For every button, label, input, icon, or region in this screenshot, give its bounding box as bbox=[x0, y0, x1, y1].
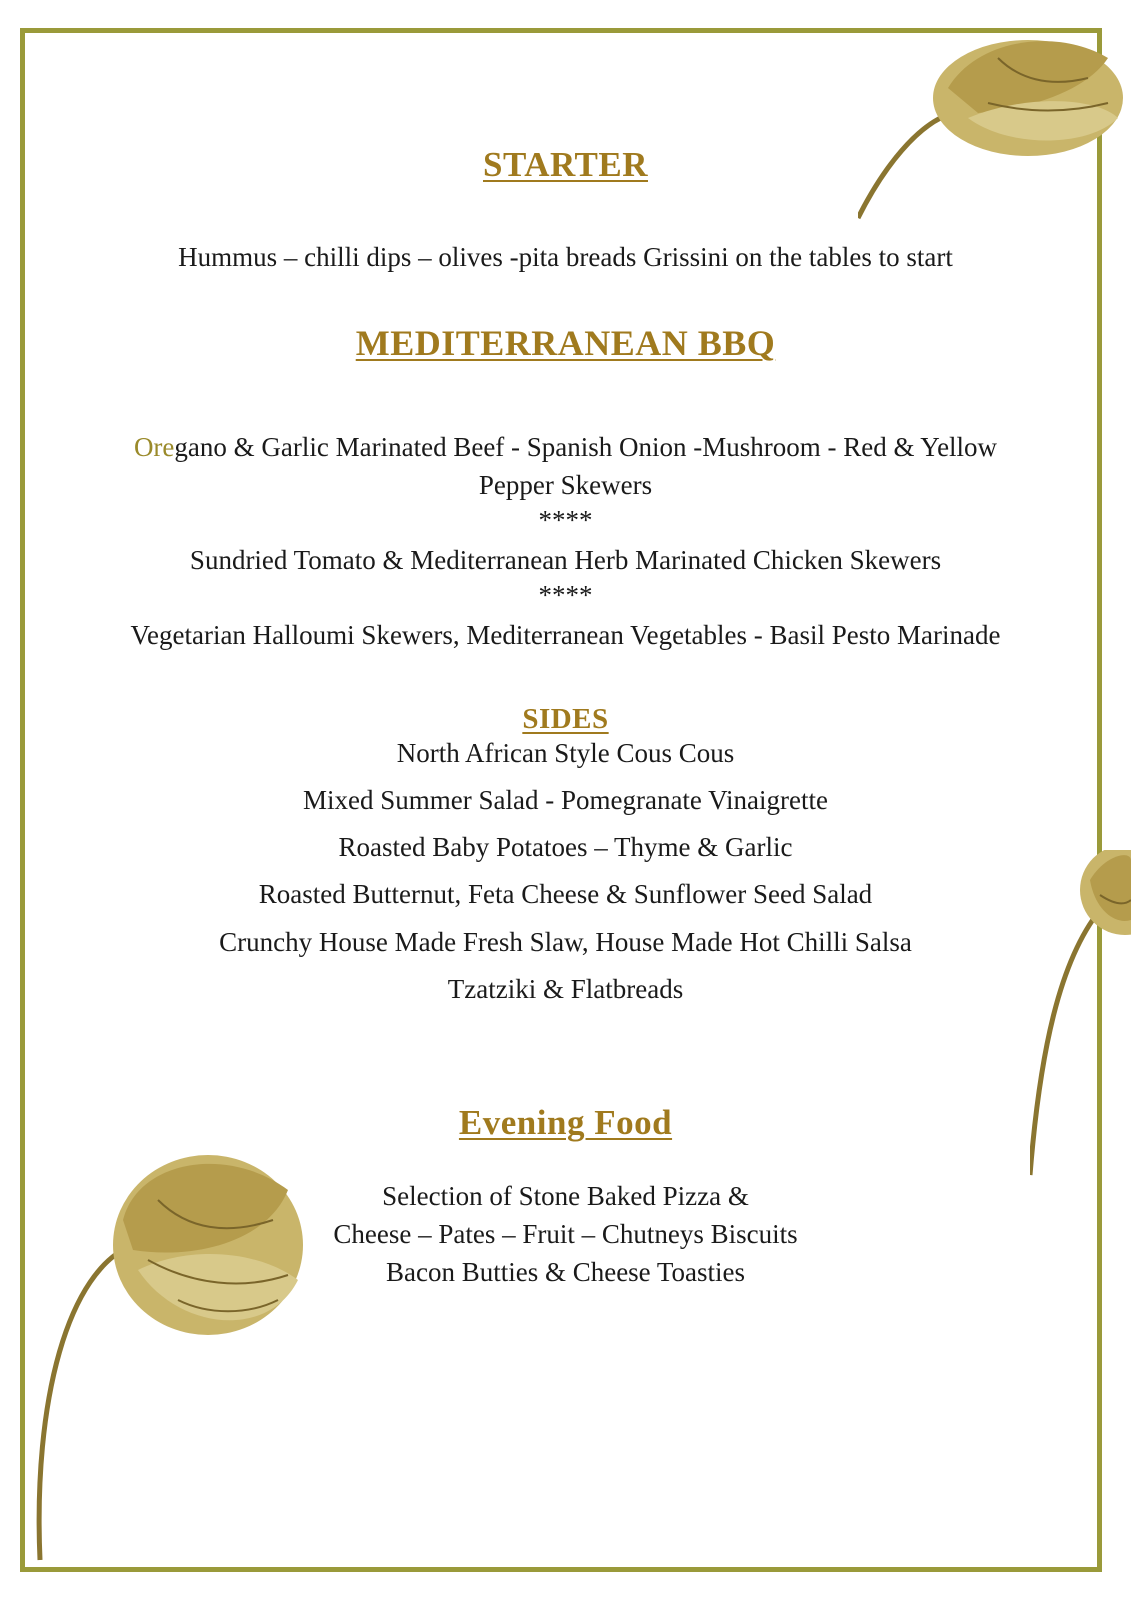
bbq-item-halloumi: Vegetarian Halloumi Skewers, Mediterranean Vegetables - Basil Pesto Marinade bbox=[130, 620, 1001, 650]
bbq-item-beef bbox=[0, 432, 1131, 463]
bbq-item-beef-line2: Pepper Skewers bbox=[478, 470, 653, 500]
evening-line: Selection of Stone Baked Pizza & bbox=[382, 1181, 749, 1211]
starter-heading: STARTER bbox=[483, 145, 648, 184]
bbq-item-chicken: Sundried Tomato & Mediterranean Herb Marinated Chicken Skewers bbox=[189, 545, 942, 575]
sides-heading: SIDES bbox=[522, 703, 609, 735]
sides-item: Roasted Butternut, Feta Cheese & Sunflower Seed Salad bbox=[258, 879, 873, 909]
sides-item: Tzatziki & Flatbreads bbox=[447, 974, 684, 1004]
evening-line: Cheese – Pates – Fruit – Chutneys Biscuits bbox=[333, 1219, 798, 1249]
sides-item: North African Style Cous Cous bbox=[396, 738, 735, 768]
sides-item: Crunchy House Made Fresh Slaw, House Made Hot Chilli Salsa bbox=[219, 927, 912, 957]
sides-item: Mixed Summer Salad - Pomegranate Vinaigrette bbox=[303, 785, 828, 815]
bbq-item-beef-rest: gano & Garlic Marinated Beef - Spanish Onion -Mushroom - Red & Yellow bbox=[174, 432, 998, 462]
evening-heading: Evening Food bbox=[458, 1103, 673, 1142]
bbq-separator: **** bbox=[538, 505, 593, 535]
bbq-separator: **** bbox=[538, 580, 593, 610]
bbq-item-beef-accent: Ore bbox=[133, 432, 175, 462]
evening-line: Bacon Butties & Cheese Toasties bbox=[385, 1257, 746, 1287]
starter-text: Hummus – chilli dips – olives -pita breads Grissini on the tables to start bbox=[178, 242, 953, 272]
bbq-heading: MEDITERRANEAN BBQ bbox=[355, 323, 776, 363]
sides-item: Roasted Baby Potatoes – Thyme & Garlic bbox=[338, 832, 793, 862]
